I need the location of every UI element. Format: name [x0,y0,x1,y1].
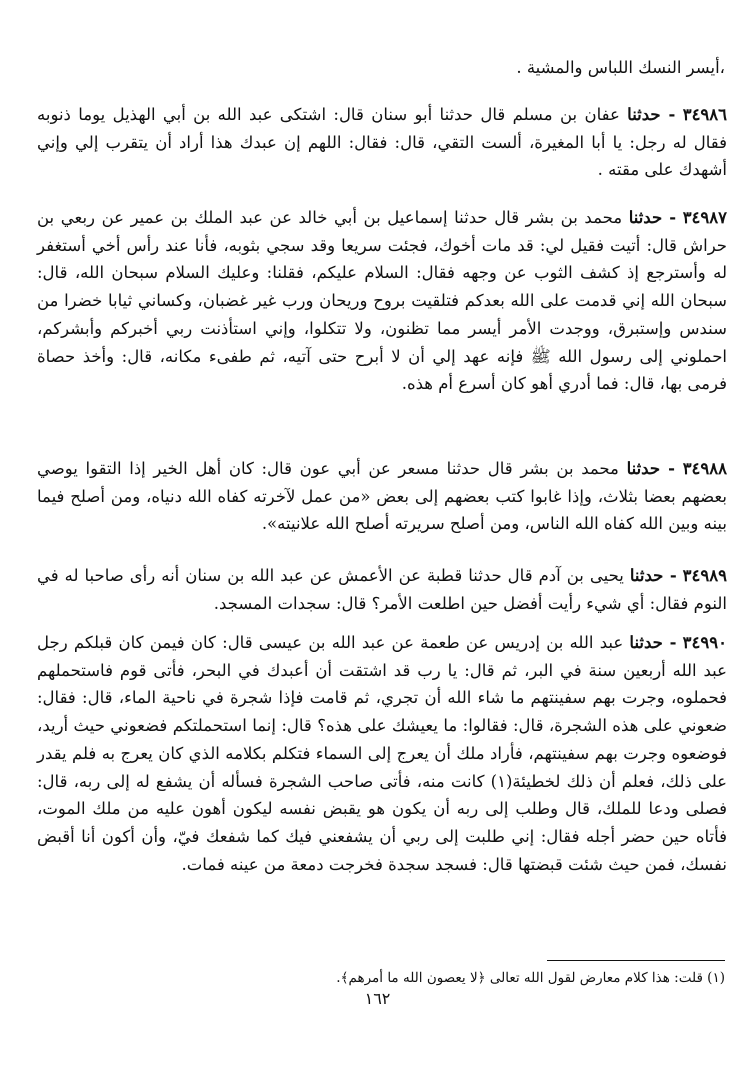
hadith-text: محمد بن بشر قال حدثنا إسماعيل بن أبي خالد عن عبد الملك بن عمير عن ربعي بن حراش قال: أتيت فقيل لي: قد مات أخوك، فجئت سريعا وقد سجي بثوبه، فأنا عند رأس أخي أستغفر له وأسترجع إذ كشف الثوب عن وجهه فقال: السلام عليكم، فقلنا: وعليك السلام سبحان الله، قال: سبحان الله إني قدمت على الله بعدكم فتلقيت بروح وريحان ورب غير غضبان، وكساني ثيابا خضرا من سندس وإستبرق، ووجدت الأمر أيسر مما تظنون، ولا تتكلوا، وإني استأذنت ربي أخبركم وأبشركم، احملوني إلى رسول الله ﷺ فإنه عهد إلي أن لا أبرح حتى آتيه، ثم طفىء مكانه، قال: وأخذ حصاة فرمى بها، قال: فما أدري أهو كان أسرع أم هذه. [37,208,727,394]
footnote [35,968,725,988]
hadith-text: عفان بن مسلم قال حدثنا أبو سنان قال: اشتكى عبد الله بن أبي الهذيل يوما ذنوبه فقال له رجل: يا أبا المغيرة، ألست التقي، قال: فقال: اللهم إن عبدك هذا أراد أن يتقرب إلي وإني أشهدك على مقته . [37,105,727,180]
page-number-text: ١٦٢ [364,989,391,1008]
hadith-number: ٣٤٩٨٩ [682,566,727,585]
intro-line-text: ،أيسر النسك اللباس والمشية . [516,58,725,77]
hadith-number: ٣٤٩٨٧ [682,208,727,227]
hadith-text: محمد بن بشر قال حدثنا مسعر عن أبي عون قال: كان أهل الخير إذا التقوا يوصي بعضهم بعضا بثلاث، وإذا غابوا كتب بعضهم إلى بعض «من عمل لآخرته كفاه الله دنياه، ومن أصلح فيما بينه وبين الله كفاه الله الناس، ومن أصلح سريرته أصلح الله علانيته». [37,459,727,534]
intro-line [35,54,725,82]
page-number [0,989,755,1008]
hadith-lead: - حدثنا [627,105,676,124]
hadith-text: يحيى بن آدم قال حدثنا قطبة عن الأعمش عن عبد الله بن سنان أنه رأى صاحبا له في النوم فقال: أي شيء رأيت أفضل حين اطلعت الأمر؟ قال: سجدات المسجد. [37,566,727,613]
hadith-paragraph [37,101,727,184]
footnote-divider [547,960,725,961]
hadith-text: عبد الله بن إدريس عن طعمة عن عبد الله بن عيسى قال: كان فيمن كان قبلكم رجل عبد الله أربعين سنة في البر، ثم قال: يا رب قد اشتقت أن أعبدك في البحر، فأتى قوم فاستحملهم فحملوه، وجرت بهم سفينتهم ما شاء الله أن تجري، ثم قامت فإذا شجرة في ناحية الماء، قال: فقال: ضعوني على هذه الشجرة، قال: فقالوا: ما يعيشك على هذه؟ قال: إنما استحملتكم فضعوني حيث أريد، فوضعوه وجرت بهم سفينتهم، فأراد ملك أن يعرج إلى السماء فتكلم بكلامه الذي كان يعرج به فلم يقدر على ذلك، فعلم أن ذلك لخطيئة(١) كانت منه، فأتى صاحب الشجرة فسأله أن يشفع له إلى ربه، قال: فصلى ودعا للملك، قال وطلب إلى ربه أن يكون هو يقبض نفسه ليكون أهون عليه من ملك الموت، فأتاه حين حضر أجله فقال: إني طلبت إلى ربي أن يشفعني فيك كما شفعك فيّ، وأن أكون أنا أقبض نفسك، فمن حيث شئت قبضتها قال: فسجد سجدة فخرجت دمعة من عينه فمات. [37,633,727,874]
hadith-lead: - حدثنا [629,566,677,585]
hadith-number: ٣٤٩٨٦ [682,105,728,124]
footnote-text: (١) قلت: هذا كلام معارض لقول الله تعالى ﴿لا يعصون الله ما أمرهم﴾. [336,970,725,986]
hadith-lead: - حدثنا [629,633,677,652]
hadith-lead: - حدثنا [628,208,677,227]
hadith-paragraph [37,204,727,398]
hadith-number: ٣٤٩٨٨ [682,459,727,478]
hadith-paragraph [37,629,727,878]
hadith-paragraph [37,455,727,538]
hadith-number: ٣٤٩٩٠ [682,633,727,652]
hadith-paragraph [37,562,727,617]
hadith-lead: - حدثنا [626,459,676,478]
